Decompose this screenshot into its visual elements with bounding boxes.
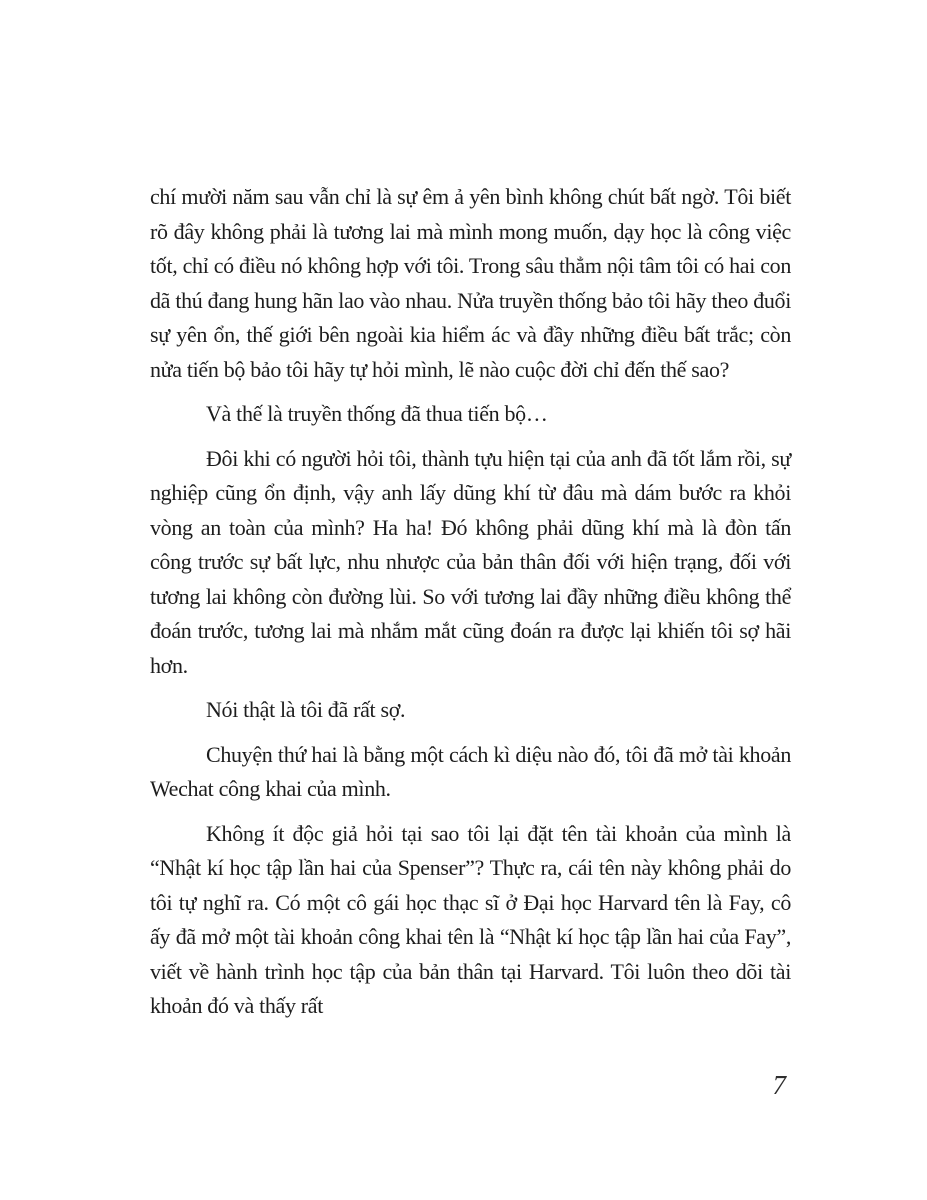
paragraph: Và thế là truyền thống đã thua tiến bộ… (206, 401, 548, 426)
paragraph: chí mười năm sau vẫn chỉ là sự êm ả yên bình không chút bất ngờ. Tôi biết rõ đây không phải là tương lai mà mình mong muốn, dạy học là công việc tốt, chỉ có điều nó không hợp với tôi. Trong sâu thẳm nội tâm tôi có hai con dã thú đang hung hãn lao vào nhau. Nửa truyền thống bảo tôi hãy theo đuổi sự yên ổn, thế giới bên ngoài kia hiểm ác và đầy những điều bất trắc; còn nửa tiến bộ bảo tôi hãy tự hỏi mình, lẽ nào cuộc đời chỉ đến thế sao? (150, 184, 791, 382)
page-number: 7 (772, 1070, 786, 1100)
page-text (150, 180, 791, 1034)
paragraph: Đôi khi có người hỏi tôi, thành tựu hiện tại của anh đã tốt lắm rồi, sự nghiệp cũng ổn định, vậy anh lấy dũng khí từ đâu mà dám bước ra khỏi vòng an toàn của mình? Ha ha! Đó không phải dũng khí mà là đòn tấn công trước sự bất lực, nhu nhược của bản thân đối với hiện trạng, đối với tương lai không còn đường lùi. So với tương lai đầy những điều không thể đoán trước, tương lai mà nhắm mắt cũng đoán ra được lại khiến tôi sợ hãi hơn. (150, 445, 791, 678)
paragraph: Không ít độc giả hỏi tại sao tôi lại đặt tên tài khoản của mình là “Nhật kí học tập lần hai của Spenser”? Thực ra, cái tên này không phải do tôi tự nghĩ ra. Có một cô gái học thạc sĩ ở Đại học Harvard tên là Fay, cô ấy đã mở một tài khoản công khai tên là “Nhật kí học tập lần hai của Fay”, viết về hành trình học tập của bản thân tại Harvard. Tôi luôn theo dõi tài khoản đó và thấy rất (150, 820, 791, 1018)
paragraph: Chuyện thứ hai là bằng một cách kì diệu nào đó, tôi đã mở tài khoản Wechat công khai của mình. (150, 741, 791, 801)
paragraph: Nói thật là tôi đã rất sợ. (206, 697, 406, 722)
